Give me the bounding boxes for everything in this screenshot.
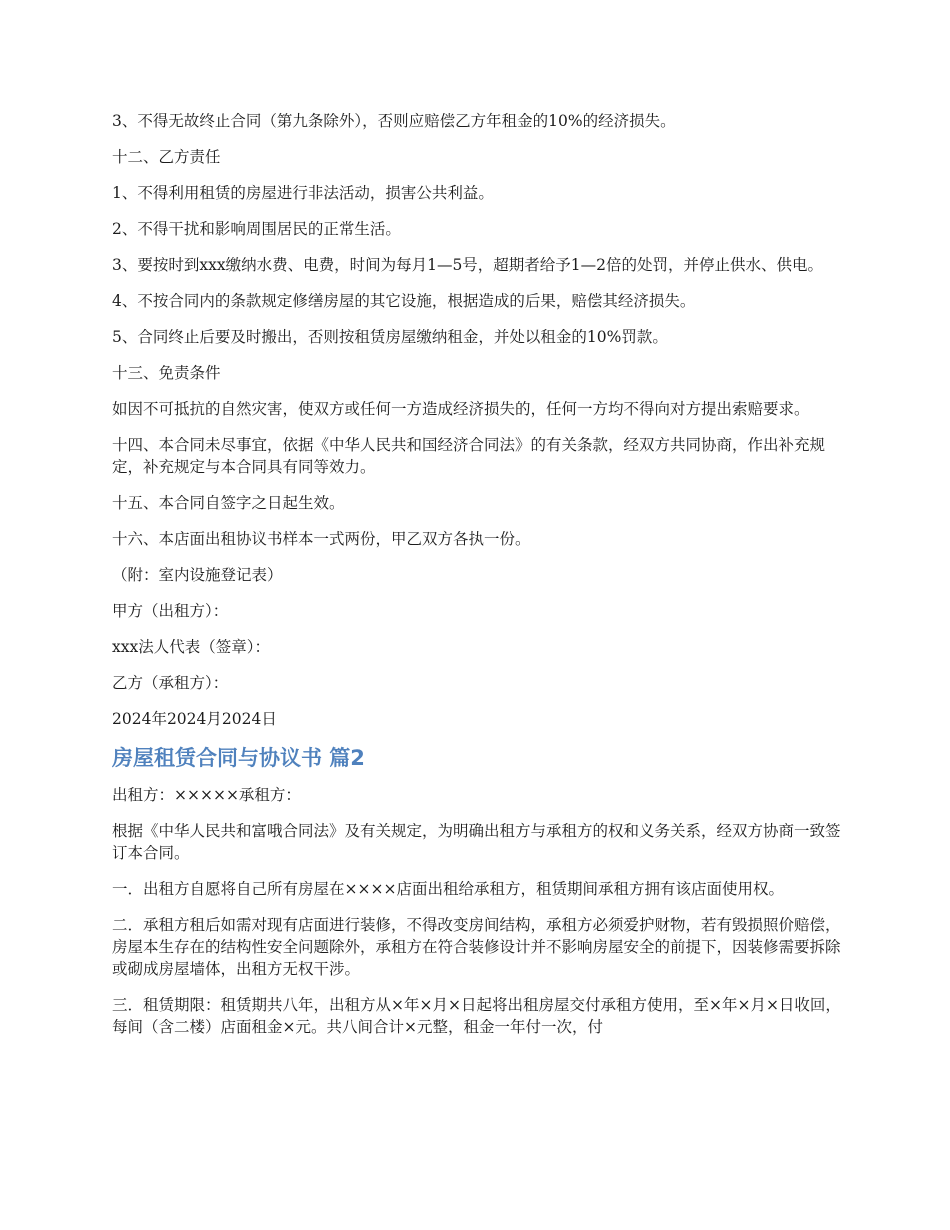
date-line: 2024年2024月2024日 [112, 710, 277, 728]
attachment-note: （附：室内设施登记表） [112, 566, 283, 584]
section-title: 十三、免责条件 [112, 364, 221, 382]
party-a-signature-line: 甲方（出租方）： [112, 602, 229, 620]
paragraph: 2、不得干扰和影响周围居民的正常生活。 [112, 220, 401, 238]
paragraph: 根据《中华人民共和富哦合同法》及有关规定，为明确出租方与承租方的权和义务关系，经双方协商一致签订本合同。 [112, 822, 841, 862]
legal-representative-line: xxx法人代表（签章）： [112, 638, 270, 656]
paragraph: 十四、本合同未尽事宜，依据《中华人民共和国经济合同法》的有关条款，经双方共同协商，作出补充规定，补充规定与本合同具有同等效力。 [112, 436, 826, 476]
paragraph: 如因不可抵抗的自然灾害，使双方或任何一方造成经济损失的，任何一方均不得向对方提出索赔要求。 [112, 400, 810, 418]
parties-line: 出租方：×××××承租方： [112, 786, 301, 804]
party-b-signature-line: 乙方（承租方）： [112, 674, 229, 692]
clause: 三．租赁期限：租赁期共八年，出租方从×年×月×日起将出租房屋交付承租方使用，至×年×月×日收回，每间（含二楼）店面租金×元。共八间合计×元整，租金一年付一次，付 [112, 996, 841, 1036]
clause: 一．出租方自愿将自己所有房屋在××××店面出租给承租方，租赁期间承租方拥有该店面使用权。 [112, 880, 784, 898]
section-title: 十二、乙方责任 [112, 148, 221, 166]
paragraph: 十五、本合同自签字之日起生效。 [112, 494, 345, 512]
paragraph: 3、要按时到xxx缴纳水费、电费，时间为每月1—5号，超期者给予1—2倍的处罚，并停止供水、供电。 [112, 256, 824, 274]
paragraph: 3、不得无故终止合同（第九条除外），否则应赔偿乙方年租金的10%的经济损失。 [112, 112, 676, 130]
document-page [112, 110, 842, 1052]
paragraph: 十六、本店面出租协议书样本一式两份，甲乙双方各执一份。 [112, 530, 531, 548]
article-heading: 房屋租赁合同与协议书 篇2 [112, 746, 365, 770]
paragraph: 1、不得利用租赁的房屋进行非法活动，损害公共利益。 [112, 184, 494, 202]
paragraph: 4、不按合同内的条款规定修缮房屋的其它设施，根据造成的后果，赔偿其经济损失。 [112, 292, 696, 310]
paragraph: 5、合同终止后要及时搬出，否则按租赁房屋缴纳租金，并处以租金的10%罚款。 [112, 328, 668, 346]
clause: 二．承租方租后如需对现有店面进行装修，不得改变房间结构，承租方必须爱护财物，若有毁损照价赔偿，房屋本生存在的结构性安全问题除外，承租方在符合装修设计并不影响房屋安全的前提下，因装修需要拆除或砌成房屋墙体，出租方无权干涉。 [112, 916, 841, 978]
